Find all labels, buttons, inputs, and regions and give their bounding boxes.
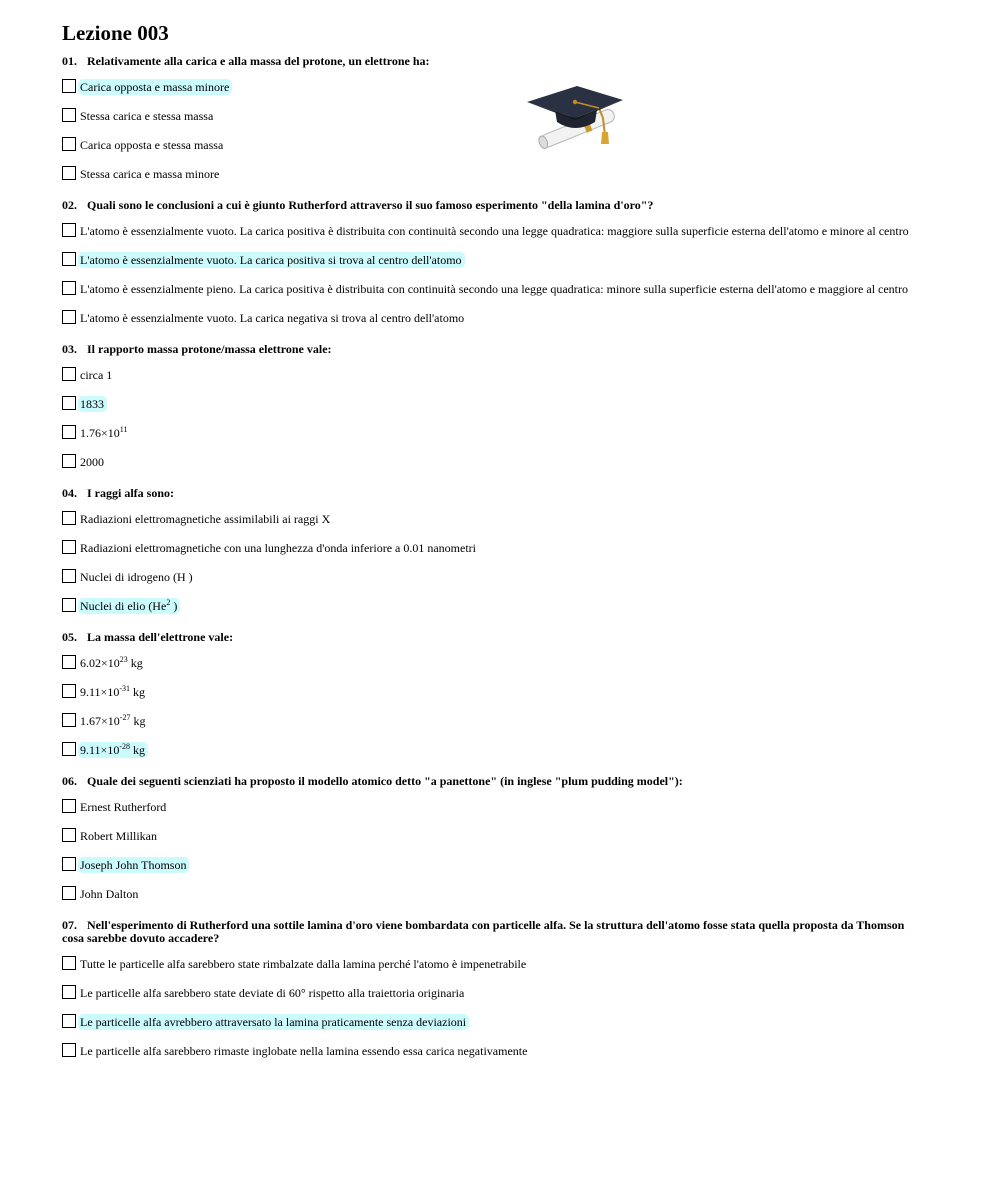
answer-text-tail: kg bbox=[127, 656, 143, 670]
answer-text: Tutte le particelle alfa sarebbero state rimbalzate dalla lamina perché l'atomo è impenetrabile bbox=[80, 957, 527, 971]
answer-option[interactable] bbox=[62, 396, 922, 412]
answer-text: L'atomo è essenzialmente vuoto. La carica positiva si trova al centro dell'atomo bbox=[80, 253, 462, 267]
answer-text: Le particelle alfa sarebbero rimaste inglobate nella lamina essendo essa carica negativamente bbox=[80, 1044, 528, 1058]
answer-checkbox[interactable] bbox=[62, 310, 76, 324]
answer-option[interactable] bbox=[62, 1043, 922, 1059]
answer-text: Robert Millikan bbox=[80, 829, 157, 843]
question-number: 03. bbox=[62, 342, 77, 356]
answer-label bbox=[78, 713, 148, 729]
question-text: La massa dell'elettrone vale: bbox=[87, 630, 234, 644]
answer-checkbox[interactable] bbox=[62, 985, 76, 999]
answer-superscript: 2 bbox=[166, 598, 171, 607]
answer-option[interactable] bbox=[62, 79, 922, 95]
answer-option[interactable] bbox=[62, 454, 922, 470]
question-number: 07. bbox=[62, 918, 77, 932]
answer-label bbox=[78, 569, 196, 585]
answer-checkbox[interactable] bbox=[62, 223, 76, 237]
question-heading bbox=[62, 775, 922, 788]
answer-option[interactable] bbox=[62, 799, 922, 815]
answer-option[interactable] bbox=[62, 540, 922, 556]
answer-option[interactable] bbox=[62, 598, 922, 614]
answer-text: 2000 bbox=[80, 455, 104, 469]
answer-checkbox[interactable] bbox=[62, 367, 76, 381]
answer-superscript: -31 bbox=[119, 684, 130, 693]
answer-label bbox=[78, 425, 130, 441]
question-number: 02. bbox=[62, 198, 77, 212]
answer-text: Le particelle alfa avrebbero attraversato la lamina praticamente senza deviazioni bbox=[80, 1015, 467, 1029]
answer-checkbox[interactable] bbox=[62, 79, 76, 93]
question-text: Nell'esperimento di Rutherford una sottile lamina d'oro viene bombardata con particelle alfa. Se la struttura dell'atomo fosse stata quella proposta da Thomson cosa sarebbe dovuto accadere? bbox=[62, 918, 905, 945]
question-text: Il rapporto massa protone/massa elettrone vale: bbox=[87, 342, 332, 356]
answer-checkbox[interactable] bbox=[62, 425, 76, 439]
answer-option[interactable] bbox=[62, 166, 922, 182]
answer-option[interactable] bbox=[62, 281, 922, 297]
answer-label bbox=[78, 108, 216, 124]
question-2 bbox=[62, 199, 922, 326]
answer-checkbox[interactable] bbox=[62, 1043, 76, 1057]
answer-label-correct bbox=[78, 1014, 469, 1030]
answer-label bbox=[78, 310, 467, 326]
answer-option[interactable] bbox=[62, 569, 922, 585]
answer-label-correct bbox=[78, 396, 107, 412]
question-3 bbox=[62, 343, 922, 470]
answer-label bbox=[78, 1043, 530, 1059]
answer-checkbox[interactable] bbox=[62, 886, 76, 900]
question-6 bbox=[62, 775, 922, 902]
answer-text: Le particelle alfa sarebbero state deviate di 60° rispetto alla traiettoria originaria bbox=[80, 986, 465, 1000]
answer-label bbox=[78, 828, 160, 844]
graduation-cap-diploma-icon bbox=[525, 84, 625, 150]
answer-label bbox=[78, 367, 115, 383]
answer-option[interactable] bbox=[62, 511, 922, 527]
question-1 bbox=[62, 55, 922, 182]
answer-label-correct bbox=[78, 79, 232, 95]
answer-option[interactable] bbox=[62, 1014, 922, 1030]
question-heading bbox=[62, 343, 922, 356]
answer-option[interactable] bbox=[62, 713, 922, 729]
answer-superscript: 11 bbox=[119, 425, 128, 434]
question-heading bbox=[62, 487, 922, 500]
answer-checkbox[interactable] bbox=[62, 137, 76, 151]
answer-checkbox[interactable] bbox=[62, 540, 76, 554]
answer-text-tail: kg bbox=[130, 685, 145, 699]
question-5 bbox=[62, 631, 922, 758]
answer-text: 1833 bbox=[80, 397, 104, 411]
question-7 bbox=[62, 919, 922, 1059]
answer-label bbox=[78, 223, 912, 239]
answer-option[interactable] bbox=[62, 223, 922, 239]
answer-checkbox[interactable] bbox=[62, 713, 76, 727]
question-heading bbox=[62, 55, 922, 68]
answer-label bbox=[78, 454, 107, 470]
answer-text: 1.76×10 bbox=[80, 426, 120, 440]
question-list bbox=[62, 55, 922, 1059]
question-number: 04. bbox=[62, 486, 77, 500]
answer-text: 9.11×10 bbox=[80, 743, 120, 757]
answer-label bbox=[78, 540, 479, 556]
answer-text: L'atomo è essenzialmente vuoto. La carica positiva è distribuita con continuità secondo una legge quadratica: maggiore sulla superficie esterna dell'atomo e minore al centro bbox=[80, 224, 909, 238]
answer-label bbox=[78, 684, 148, 700]
answer-text: Nuclei di elio (He bbox=[80, 599, 167, 613]
answer-label bbox=[78, 166, 222, 182]
answer-label-correct bbox=[78, 742, 148, 758]
answer-checkbox[interactable] bbox=[62, 281, 76, 295]
answer-option[interactable] bbox=[62, 310, 922, 326]
question-text: Quali sono le conclusioni a cui è giunto Rutherford attraverso il suo famoso esperimento "della lamina d'oro"? bbox=[87, 198, 654, 212]
answer-label-correct bbox=[78, 252, 465, 268]
answer-text: circa 1 bbox=[80, 368, 113, 382]
answer-text: Ernest Rutherford bbox=[80, 800, 167, 814]
answer-text: 6.02×10 bbox=[80, 656, 120, 670]
question-4 bbox=[62, 487, 922, 614]
answer-superscript: -28 bbox=[119, 742, 130, 751]
answer-text: L'atomo è essenzialmente pieno. La carica positiva è distribuita con continuità secondo una legge quadratica: minore sulla superficie esterna dell'atomo e maggiore al centro bbox=[80, 282, 909, 296]
answer-option[interactable] bbox=[62, 684, 922, 700]
answer-checkbox[interactable] bbox=[62, 166, 76, 180]
answer-label bbox=[78, 137, 226, 153]
answer-option[interactable] bbox=[62, 655, 922, 671]
answer-label bbox=[78, 511, 333, 527]
answer-checkbox[interactable] bbox=[62, 569, 76, 583]
answer-checkbox[interactable] bbox=[62, 252, 76, 266]
answer-text: Carica opposta e massa minore bbox=[80, 80, 230, 94]
answer-option[interactable] bbox=[62, 956, 922, 972]
answer-text-tail: kg bbox=[130, 714, 146, 728]
answer-text: 9.11×10 bbox=[80, 685, 120, 699]
answer-text: Nuclei di idrogeno (H ) bbox=[80, 570, 193, 584]
answer-option[interactable] bbox=[62, 857, 922, 873]
page-title: Lezione 003 bbox=[62, 21, 169, 45]
question-number: 01. bbox=[62, 54, 77, 68]
answer-option[interactable] bbox=[62, 985, 922, 1001]
question-number: 05. bbox=[62, 630, 77, 644]
answer-option[interactable] bbox=[62, 828, 922, 844]
answer-checkbox[interactable] bbox=[62, 956, 76, 970]
answer-label bbox=[78, 886, 141, 902]
answer-label-correct bbox=[78, 857, 189, 873]
answer-checkbox[interactable] bbox=[62, 799, 76, 813]
answer-text-tail: ) bbox=[170, 599, 178, 613]
answer-option[interactable] bbox=[62, 886, 922, 902]
answer-text-tail: kg bbox=[130, 743, 145, 757]
answer-option[interactable] bbox=[62, 137, 922, 153]
answer-label bbox=[78, 956, 529, 972]
answer-checkbox[interactable] bbox=[62, 857, 76, 871]
answer-text: Carica opposta e stessa massa bbox=[80, 138, 224, 152]
answer-superscript: -27 bbox=[119, 713, 131, 722]
answer-checkbox[interactable] bbox=[62, 742, 76, 756]
question-heading bbox=[62, 919, 922, 945]
answer-option[interactable] bbox=[62, 252, 922, 268]
question-heading bbox=[62, 199, 922, 212]
answer-text: L'atomo è essenzialmente vuoto. La carica negativa si trova al centro dell'atomo bbox=[80, 311, 465, 325]
answer-checkbox[interactable] bbox=[62, 828, 76, 842]
answer-option[interactable] bbox=[62, 742, 922, 758]
answer-checkbox[interactable] bbox=[62, 108, 76, 122]
answer-checkbox[interactable] bbox=[62, 1014, 76, 1028]
answer-text: 1.67×10 bbox=[80, 714, 120, 728]
answer-text: Joseph John Thomson bbox=[80, 858, 187, 872]
answer-label bbox=[78, 799, 169, 815]
answer-text: Stessa carica e massa minore bbox=[80, 167, 220, 181]
answer-checkbox[interactable] bbox=[62, 511, 76, 525]
answer-option[interactable] bbox=[62, 367, 922, 383]
question-heading bbox=[62, 631, 922, 644]
answer-checkbox[interactable] bbox=[62, 684, 76, 698]
answer-checkbox[interactable] bbox=[62, 655, 76, 669]
question-text: I raggi alfa sono: bbox=[87, 486, 174, 500]
answer-option[interactable] bbox=[62, 108, 922, 124]
answer-text: Stessa carica e stessa massa bbox=[80, 109, 214, 123]
question-text: Relativamente alla carica e alla massa del protone, un elettrone ha: bbox=[87, 54, 430, 68]
answer-label bbox=[78, 985, 467, 1001]
document-page bbox=[62, 20, 922, 1076]
answer-option[interactable] bbox=[62, 425, 922, 441]
answer-checkbox[interactable] bbox=[62, 454, 76, 468]
answer-text: John Dalton bbox=[80, 887, 139, 901]
answer-label bbox=[78, 655, 146, 671]
answer-checkbox[interactable] bbox=[62, 598, 76, 612]
answer-checkbox[interactable] bbox=[62, 396, 76, 410]
answer-label bbox=[78, 281, 911, 297]
answer-text: Radiazioni elettromagnetiche assimilabili ai raggi X bbox=[80, 512, 331, 526]
answer-superscript: 23 bbox=[119, 655, 128, 664]
answer-label-correct bbox=[78, 598, 180, 614]
answer-text: Radiazioni elettromagnetiche con una lunghezza d'onda inferiore a 0.01 nanometri bbox=[80, 541, 477, 555]
question-text: Quale dei seguenti scienziati ha proposto il modello atomico detto "a panettone" (in inglese "plum pudding model"): bbox=[87, 774, 683, 788]
question-number: 06. bbox=[62, 774, 77, 788]
